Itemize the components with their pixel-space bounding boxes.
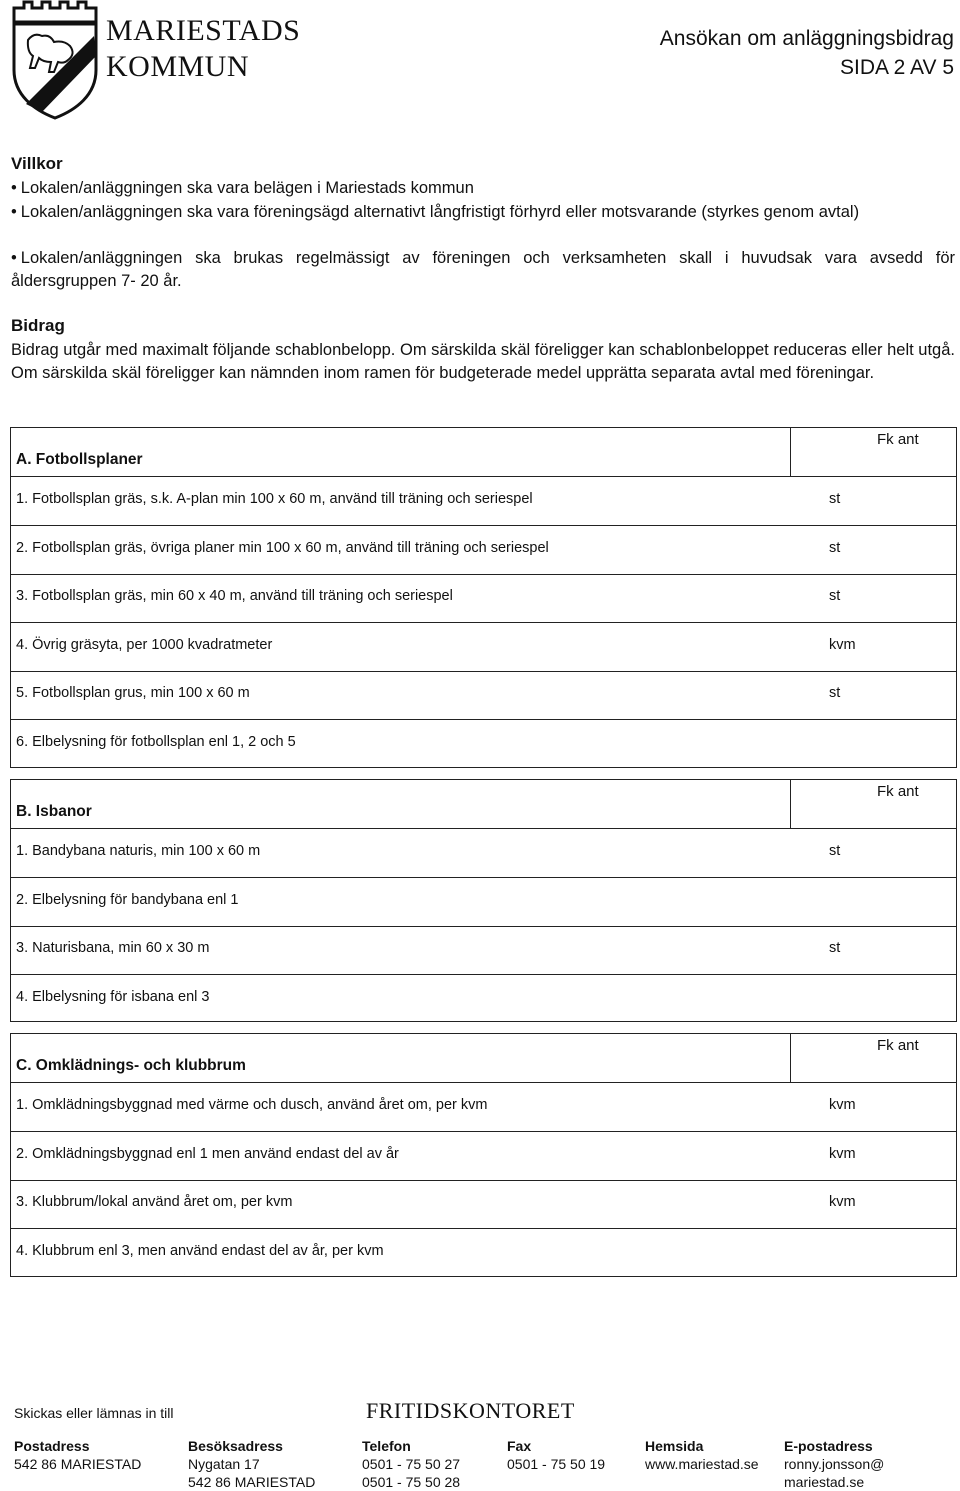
table-header (11, 428, 956, 477)
table-row (11, 526, 956, 575)
email-link-line1[interactable]: ronny.jonsson@ (784, 1456, 885, 1472)
table-row (11, 975, 956, 1023)
fk-ant-label: Fk ant (877, 783, 919, 800)
table-omkladningsrum (10, 1033, 957, 1277)
footer-heading: Hemsida (645, 1438, 704, 1454)
website-link[interactable]: www.mariestad.se (645, 1456, 759, 1472)
row-label: 4. Elbelysning för isbana enl 3 (16, 989, 210, 1005)
row-label: 3. Naturisbana, min 60 x 30 m (16, 940, 210, 956)
villkor-bullet-1 (11, 177, 955, 200)
row-unit: kvm (829, 637, 856, 653)
footer-heading: Fax (507, 1438, 532, 1454)
table-header (11, 780, 956, 829)
table-row (11, 671, 956, 720)
row-label: 6. Elbelysning för fotbollsplan enl 1, 2 och 5 (16, 734, 296, 750)
table-row (11, 623, 956, 672)
table-header (11, 1034, 956, 1083)
email-link-line2[interactable]: mariestad.se (784, 1474, 865, 1490)
bullet-text: Lokalen/anläggningen ska vara belägen i Mariestads kommun (20, 179, 474, 197)
table-row (11, 1083, 956, 1132)
municipality-name-line1: MARIESTADS (106, 14, 301, 47)
table-row (11, 1180, 956, 1229)
row-label: 5. Fotbollsplan grus, min 100 x 60 m (16, 685, 250, 701)
send-to-label: Skickas eller lämnas in till (14, 1405, 174, 1421)
row-unit: st (829, 540, 841, 556)
row-unit: st (829, 588, 841, 604)
column-divider (790, 1034, 791, 1082)
column-divider (790, 780, 791, 828)
table-title: B. Isbanor (16, 803, 92, 820)
row-label: 3. Klubbrum/lokal använd året om, per kvm (16, 1194, 293, 1210)
row-unit: kvm (829, 1146, 856, 1162)
table-row (11, 1229, 956, 1277)
footer-line: Nygatan 17 (188, 1456, 260, 1472)
table-row (11, 829, 956, 878)
row-label: 4. Klubbrum enl 3, men använd endast del av år, per kvm (16, 1243, 384, 1259)
row-label: 3. Fotbollsplan gräs, min 60 x 40 m, använd till träning och seriespel (16, 588, 453, 604)
bullet-marker: • (11, 179, 17, 197)
row-label: 2. Fotbollsplan gräs, övriga planer min 100 x 60 m, använd till träning och seriespel (16, 540, 549, 556)
row-label: 1. Omklädningsbyggnad med värme och dusch, använd året om, per kvm (16, 1097, 488, 1113)
table-isbanor (10, 779, 957, 1022)
table-row (11, 574, 956, 623)
table-title: A. Fotbollsplaner (16, 451, 143, 468)
row-label: 1. Bandybana naturis, min 100 x 60 m (16, 843, 261, 859)
footer-hemsida (645, 1437, 759, 1473)
footer-heading: E-postadress (784, 1438, 873, 1454)
villkor-bullet-2 (11, 201, 955, 224)
row-unit: st (829, 940, 841, 956)
bidrag-heading: Bidrag (11, 316, 65, 335)
row-unit: st (829, 491, 841, 507)
footer-postadress (14, 1437, 141, 1473)
table-row (11, 720, 956, 768)
coat-of-arms-logo (6, 0, 104, 120)
footer-line: 0501 - 75 50 27 (362, 1456, 461, 1472)
footer-line: 542 86 MARIESTAD (14, 1456, 142, 1472)
column-divider (790, 428, 791, 476)
villkor-bullet-3 (11, 247, 955, 293)
row-unit: st (829, 843, 841, 859)
villkor-heading: Villkor (11, 154, 63, 173)
table-row (11, 878, 956, 927)
footer-heading: Postadress (14, 1438, 90, 1454)
office-name: FRITIDSKONTORET (366, 1398, 575, 1423)
table-row (11, 926, 956, 975)
footer-heading: Besöksadress (188, 1438, 283, 1454)
footer-epostadress (784, 1437, 884, 1491)
municipality-name-line2: KOMMUN (106, 50, 250, 83)
footer-telefon (362, 1437, 460, 1491)
bullet-marker: • (11, 203, 17, 221)
document-title: Ansökan om anläggningsbidrag (659, 27, 954, 50)
footer-besoksadress (188, 1437, 315, 1491)
footer-line: 0501 - 75 50 28 (362, 1474, 461, 1490)
page-indicator: SIDA 2 AV 5 (839, 56, 954, 79)
row-unit: st (829, 685, 841, 701)
row-label: 2. Elbelysning för bandybana enl 1 (16, 892, 239, 908)
row-label: 4. Övrig gräsyta, per 1000 kvadratmeter (16, 637, 273, 653)
bullet-marker: • (11, 249, 17, 267)
fk-ant-label: Fk ant (877, 1037, 919, 1054)
bullet-text: Lokalen/anläggningen ska vara föreningsägd alternativt långfristigt förhyrd eller motsvarande (styrkes genom avtal) (20, 203, 860, 221)
table-title: C. Omklädnings- och klubbrum (16, 1057, 246, 1074)
row-label: 2. Omklädningsbyggnad enl 1 men använd endast del av år (16, 1146, 399, 1162)
bidrag-text: Bidrag utgår med maximalt följande schablonbelopp. Om särskilda skäl föreligger kan schablonbeloppet reduceras eller helt utgå. Om särskilda skäl föreligger kan nämnden inom ramen för budgeterade medel upprätta separata avtal med föreningar. (11, 341, 955, 382)
row-unit: kvm (829, 1194, 856, 1210)
footer-heading: Telefon (362, 1438, 411, 1454)
fk-ant-label: Fk ant (877, 431, 919, 448)
table-row (11, 1132, 956, 1181)
table-row (11, 477, 956, 526)
footer-line: 542 86 MARIESTAD (188, 1474, 316, 1490)
row-unit: kvm (829, 1097, 856, 1113)
row-label: 1. Fotbollsplan gräs, s.k. A-plan min 100 x 60 m, använd till träning och seriespel (16, 491, 533, 507)
table-fotbollsplaner (10, 427, 957, 768)
bullet-text: Lokalen/anläggningen ska brukas regelmässigt av föreningen och verksamheten skall i huvudsak vara avsedd för åldersgruppen 7- 20 år. (11, 249, 955, 290)
footer-line: 0501 - 75 50 19 (507, 1456, 606, 1472)
footer-fax (507, 1437, 605, 1473)
